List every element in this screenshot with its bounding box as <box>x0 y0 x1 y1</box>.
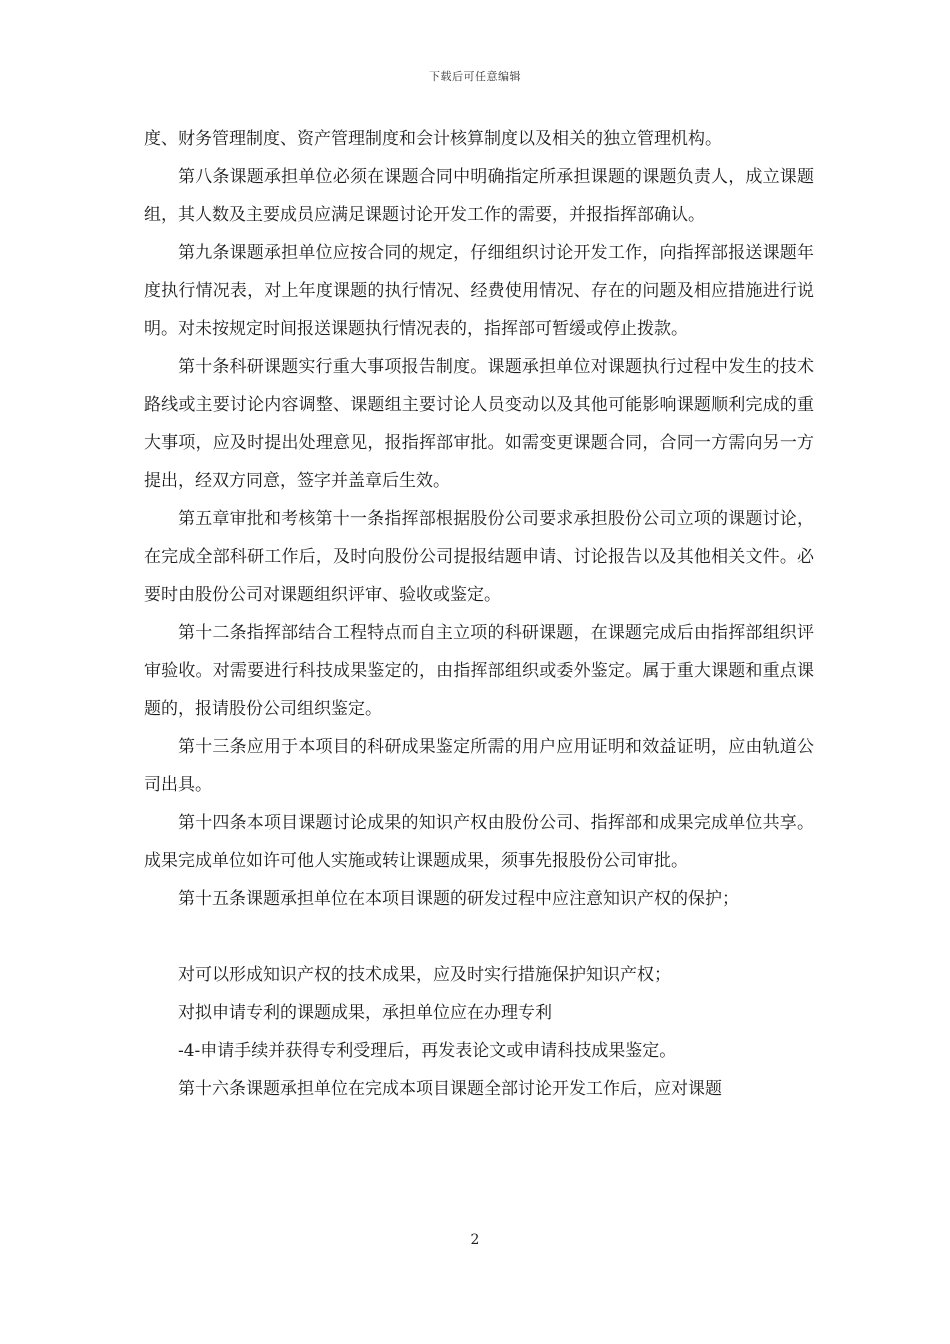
paragraph-article-13: 第十三条应用于本项目的科研成果鉴定所需的用户应用证明和效益证明，应由轨道公司出具。 <box>144 737 814 795</box>
paragraph-article-16: 第十六条课题承担单位在完成本项目课题全部讨论开发工作后，应对课题 <box>178 1079 722 1099</box>
document-body <box>144 120 814 1108</box>
paragraph-article-14: 第十四条本项目课题讨论成果的知识产权由股份公司、指挥部和成果完成单位共享。成果完成单位如许可他人实施或转让课题成果，须事先报股份公司审批。 <box>144 813 814 871</box>
paragraph-article-12: 第十二条指挥部结合工程特点而自主立项的科研课题，在课题完成后由指挥部组织评审验收。对需要进行科技成果鉴定的，由指挥部组织或委外鉴定。属于重大课题和重点课题的，报请股份公司组织鉴定。 <box>144 623 814 719</box>
page-number: 2 <box>470 1232 480 1248</box>
paragraph-patent-procedure: -4-申请手续并获得专利受理后，再发表论文或申请科技成果鉴定。 <box>178 1041 677 1061</box>
paragraph-article-8: 第八条课题承担单位必须在课题合同中明确指定所承担课题的课题负责人，成立课题组，其人数及主要成员应满足课题讨论开发工作的需要，并报指挥部确认。 <box>144 167 814 225</box>
paragraph-article-9: 第九条课题承担单位应按合同的规定，仔细组织讨论开发工作，向指挥部报送课题年度执行情况表，对上年度课题的执行情况、经费使用情况、存在的问题及相应措施进行说明。对未按规定时间报送课题执行情况表的，指挥部可暂缓或停止拨款。 <box>144 243 814 339</box>
page-header-note: 下载后可任意编辑 <box>429 70 521 83</box>
paragraph-article-10: 第十条科研课题实行重大事项报告制度。课题承担单位对课题执行过程中发生的技术路线或主要讨论内容调整、课题组主要讨论人员变动以及其他可能影响课题顺利完成的重大事项，应及时提出处理意见，报指挥部审批。如需变更课题合同，合同一方需向另一方提出，经双方同意，签字并盖章后生效。 <box>144 357 814 491</box>
paragraph-chapter-5-article-11: 第五章审批和考核第十一条指挥部根据股份公司要求承担股份公司立项的课题讨论，在完成全部科研工作后，及时向股份公司提报结题申请、讨论报告以及其他相关文件。必要时由股份公司对课题组织评审、验收或鉴定。 <box>144 509 814 605</box>
paragraph-patent-application: 对拟申请专利的课题成果，承担单位应在办理专利 <box>178 1003 552 1023</box>
paragraph-ip-protection: 对可以形成知识产权的技术成果，应及时实行措施保护知识产权； <box>178 965 671 985</box>
paragraph-article-15: 第十五条课题承担单位在本项目课题的研发过程中应注意知识产权的保护； <box>178 889 739 909</box>
paragraph-continuation: 度、财务管理制度、资产管理制度和会计核算制度以及相关的独立管理机构。 <box>144 129 722 149</box>
